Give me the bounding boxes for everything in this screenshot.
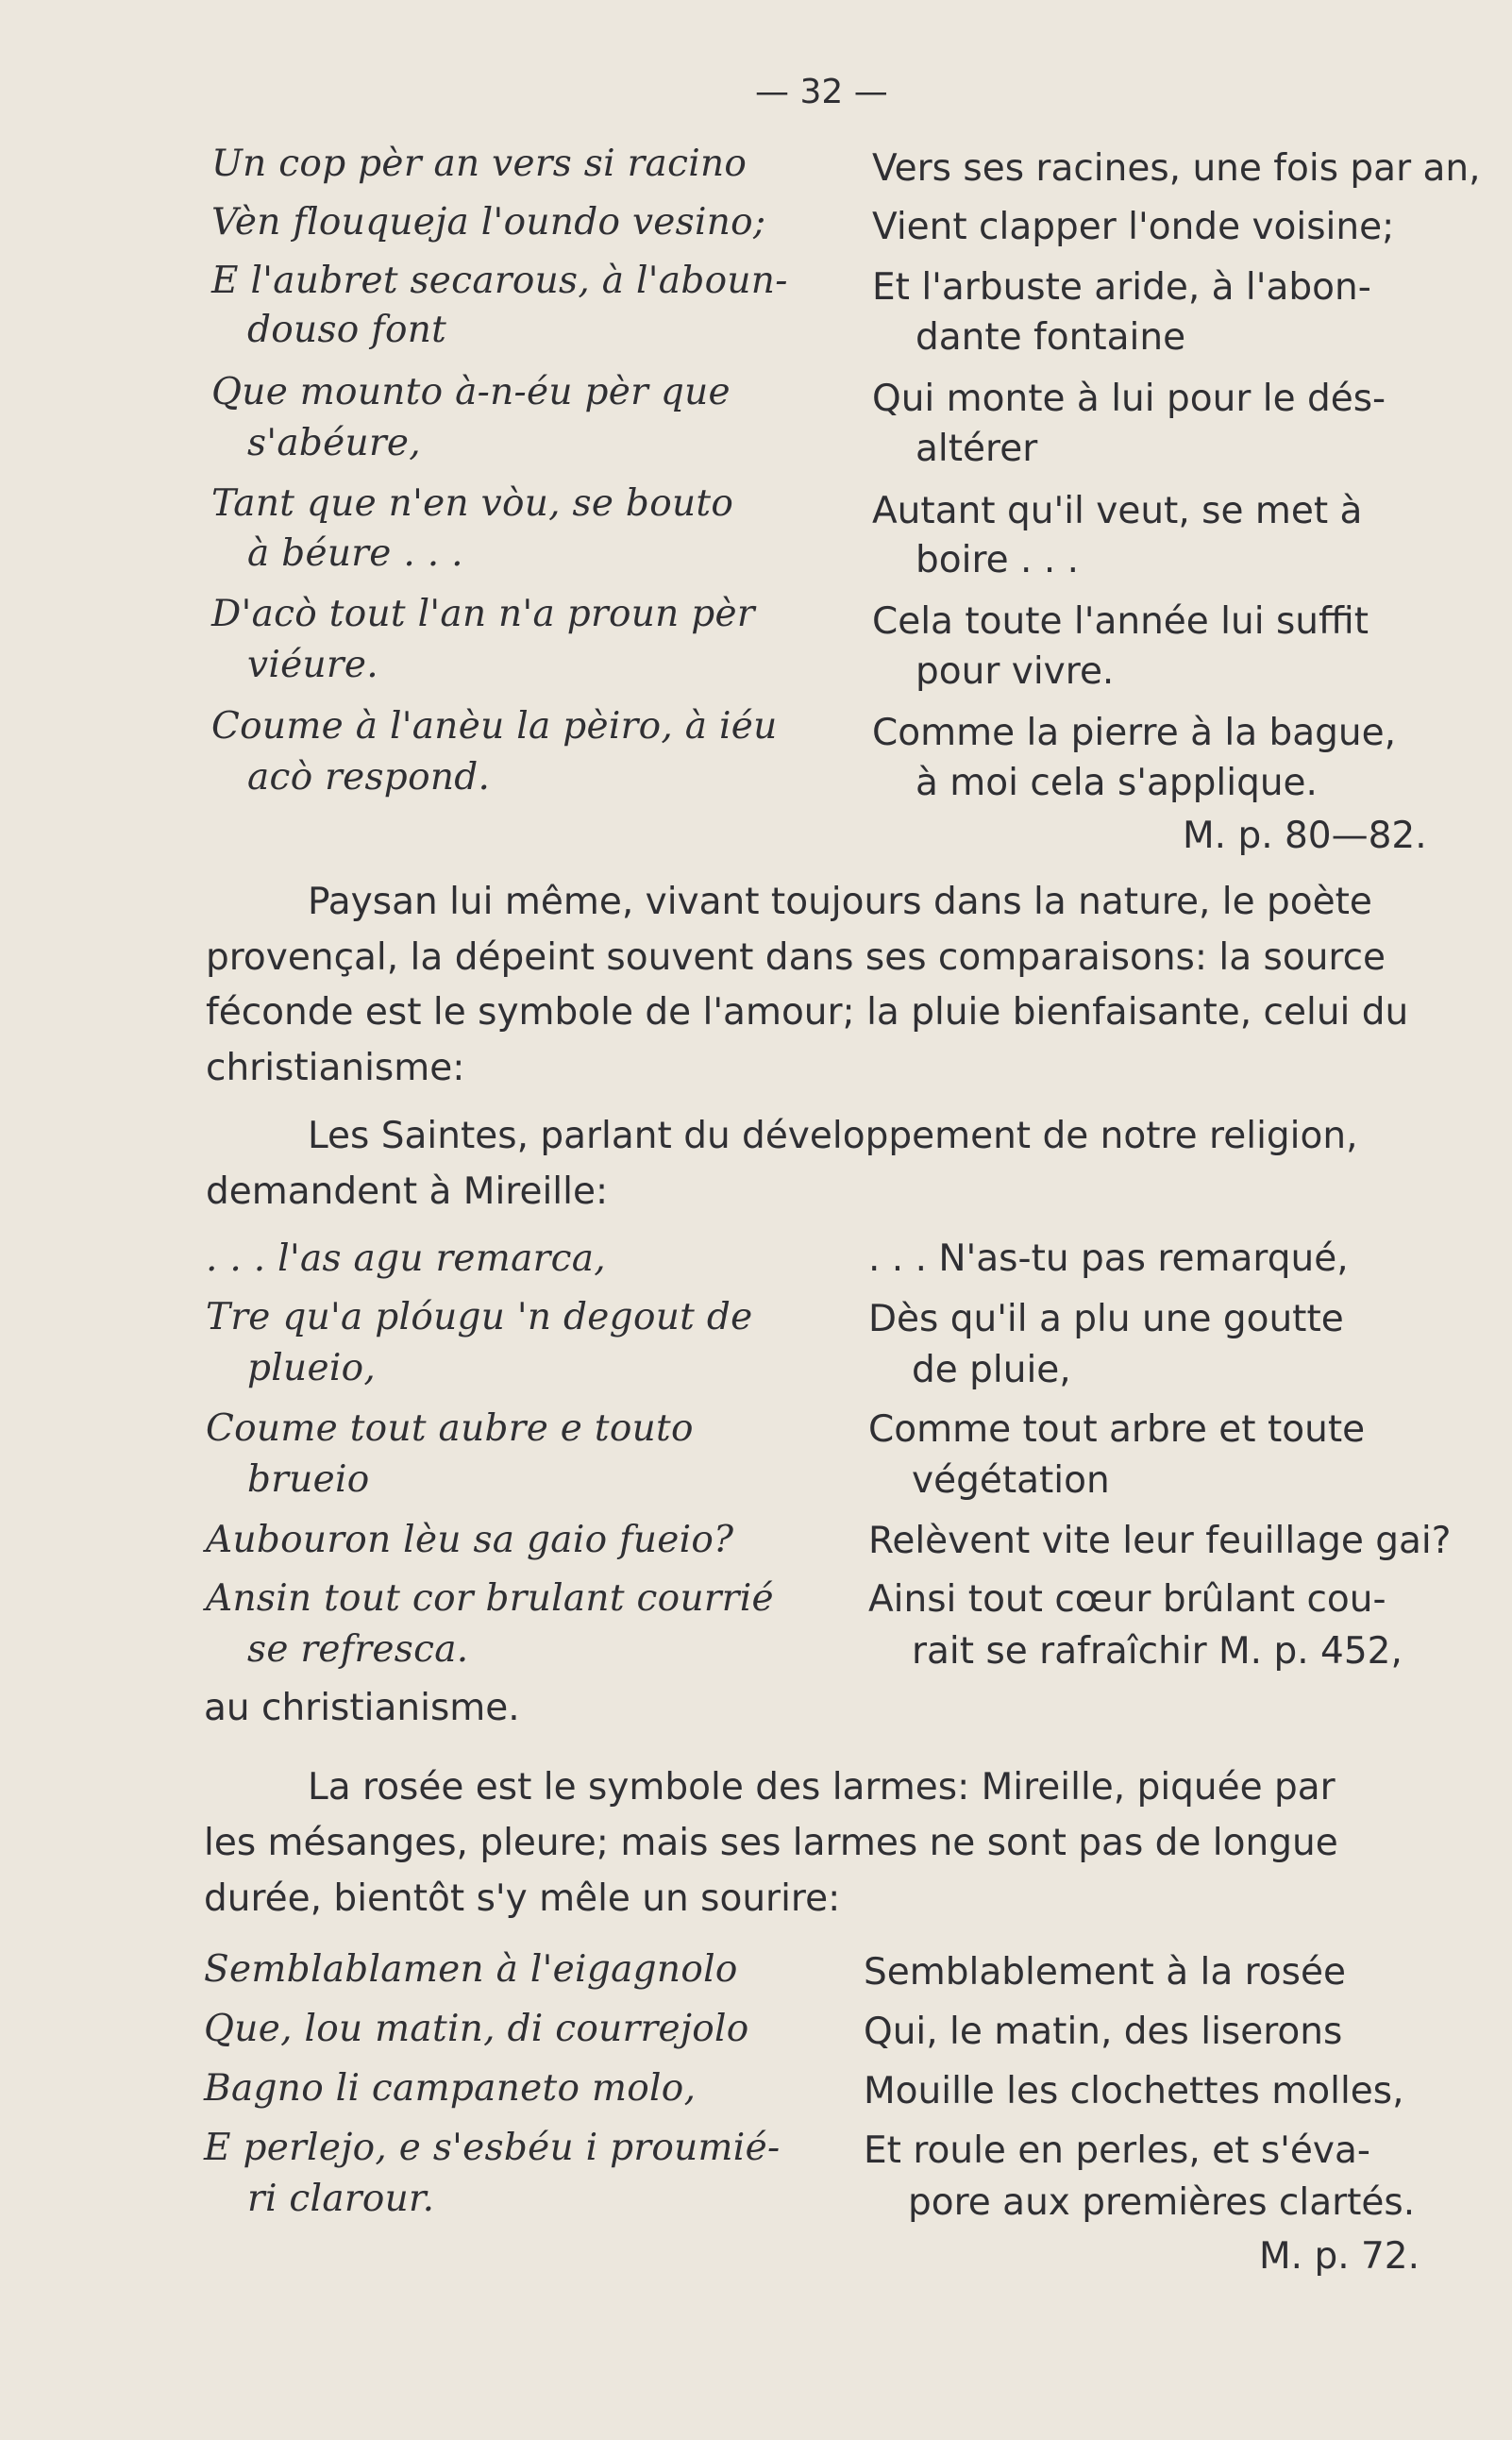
translation-line: Comme tout arbre et toute [868, 1408, 1366, 1451]
verse-line: . . . l'as agu remarca, [206, 1237, 606, 1280]
translation-line: végétation [912, 1459, 1110, 1502]
verse-line: Coume à l'anèu la pèiro, à iéu [211, 705, 778, 748]
verse-line: Que, lou matin, di courrejolo [204, 2008, 749, 2050]
verse-line: Bagno li campaneto molo, [204, 2067, 697, 2110]
paragraph-line: au christianisme. [204, 1687, 520, 1729]
translation-line: Autant qu'il veut, se met à [872, 490, 1363, 532]
translation-line: pour vivre. [916, 650, 1115, 693]
translation-line: Cela toute l'année lui suffit [872, 600, 1369, 643]
paragraph-line: provençal, la dépeint souvent dans ses comparaisons: la source [206, 936, 1386, 979]
verse-line: E l'aubret secarous, à l'aboun- [211, 260, 788, 302]
paragraph-line: Paysan lui même, vivant toujours dans la nature, le poète [308, 881, 1372, 923]
translation-line: Qui, le matin, des liserons [864, 2011, 1343, 2053]
translation-line: dante fontaine [916, 316, 1186, 359]
verse-line: Semblablamen à l'eigagnolo [204, 1948, 738, 1991]
translation-line: Vient clapper l'onde voisine; [872, 206, 1395, 248]
verse-line: Aubouron lèu sa gaio fueio? [206, 1519, 734, 1561]
verse-line: viéure. [247, 644, 378, 686]
paragraph-line: christianisme: [206, 1047, 465, 1089]
translation-line: Semblablement à la rosée [864, 1951, 1346, 1994]
translation-line: de pluie, [912, 1349, 1071, 1391]
paragraph-line: La rosée est le symbole des larmes: Mireille, piquée par [308, 1766, 1336, 1809]
verse-line: s'abéure, [247, 422, 421, 464]
verse-line: Un cop pèr an vers si racino [211, 143, 748, 185]
translation-line: Relèvent vite leur feuillage gai? [868, 1520, 1452, 1562]
citation-reference: M. p. 80—82. [1183, 815, 1427, 857]
translation-line: rait se rafraîchir M. p. 452, [912, 1630, 1403, 1673]
paragraph-line: durée, bientôt s'y mêle un sourire: [204, 1877, 841, 1920]
paragraph-line: Les Saintes, parlant du développement de notre religion, [308, 1115, 1358, 1157]
translation-line: à moi cela s'applique. [916, 762, 1318, 804]
translation-line: Dès qu'il a plu une goutte [868, 1298, 1344, 1340]
translation-line: Vers ses racines, une fois par an, [872, 147, 1481, 190]
paragraph-line: les mésanges, pleure; mais ses larmes ne sont pas de longue [204, 1822, 1338, 1864]
translation-line: Et roule en perles, et s'éva- [864, 2129, 1370, 2172]
paragraph-line: féconde est le symbole de l'amour; la pluie bienfaisante, celui du [206, 991, 1409, 1034]
verse-line: Ansin tout cor brulant courrié [206, 1577, 774, 1620]
translation-line: altérer [916, 428, 1038, 470]
verse-line: douso font [247, 309, 447, 351]
verse-line: ri clarour. [247, 2178, 435, 2220]
verse-line: acò respond. [247, 756, 491, 799]
translation-line: Comme la pierre à la bague, [872, 712, 1397, 754]
translation-line: pore aux premières clartés. [908, 2181, 1416, 2224]
verse-line: E perlejo, e s'esbéu i proumié- [204, 2127, 781, 2169]
verse-line: Vèn flouqueja l'oundo vesino; [211, 201, 766, 244]
verse-line: Tant que n'en vòu, se bouto [211, 482, 734, 525]
citation-reference: M. p. 72. [1259, 2235, 1420, 2278]
translation-line: . . . N'as-tu pas remarqué, [868, 1237, 1349, 1280]
paragraph-line: demandent à Mireille: [206, 1170, 609, 1213]
verse-line: D'acò tout l'an n'a proun pèr [211, 593, 755, 635]
verse-line: plueio, [247, 1347, 377, 1389]
translation-line: Qui monte à lui pour le dés- [872, 378, 1386, 420]
verse-line: à béure . . . [247, 532, 463, 575]
verse-line: brueio [247, 1458, 370, 1501]
verse-line: Tre qu'a plóugu 'n degout de [206, 1296, 753, 1338]
verse-line: se refresca. [247, 1628, 469, 1671]
page-number: — 32 — [755, 73, 888, 111]
translation-line: Mouille les clochettes molles, [864, 2070, 1404, 2112]
verse-line: Coume tout aubre e touto [206, 1407, 694, 1450]
translation-line: Ainsi tout cœur brûlant cou- [868, 1578, 1386, 1621]
translation-line: Et l'arbuste aride, à l'abon- [872, 266, 1371, 309]
translation-line: boire . . . [916, 539, 1080, 581]
verse-line: Que mounto à-n-éu pèr que [211, 371, 731, 413]
